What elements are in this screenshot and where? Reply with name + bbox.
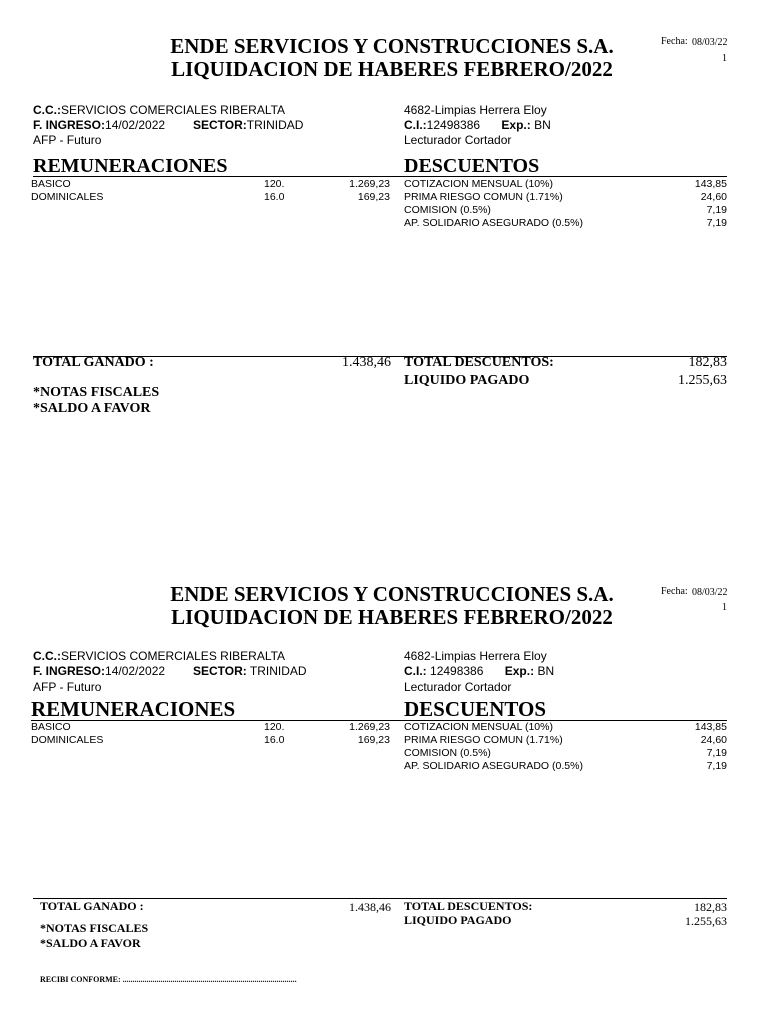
date-value: 08/03/22	[692, 37, 728, 48]
saldo-a-favor: *SALDO A FAVOR	[40, 936, 141, 950]
deduction-amount: 7,19	[706, 204, 727, 216]
liquido-pagado-label: LIQUIDO PAGADO	[404, 913, 512, 927]
date-label: Fecha:	[661, 36, 688, 47]
liquido-pagado-label: LIQUIDO PAGADO	[404, 373, 530, 388]
employee-ci: C.I.: 12498386 Exp.: BN	[404, 664, 555, 678]
deduction-concept: PRIMA RIESGO COMUN (1.71%)	[404, 734, 563, 746]
descuentos-header: DESCUENTOS	[404, 155, 540, 177]
document-title: LIQUIDACION DE HABERES FEBRERO/2022	[171, 605, 613, 629]
total-ganado-label: TOTAL GANADO :	[33, 355, 154, 370]
saldo-a-favor: *SALDO A FAVOR	[33, 401, 151, 416]
earning-amount: 169,23	[357, 734, 390, 746]
total-descuentos-label: TOTAL DESCUENTOS:	[404, 355, 554, 370]
deduction-concept: COTIZACION MENSUAL (10%)	[404, 178, 553, 190]
recibi-conforme: RECIBI CONFORME: .......................................................................................	[40, 975, 297, 984]
deduction-amount: 24,60	[700, 734, 727, 746]
page-number: 1	[722, 53, 727, 64]
employee-ci: C.I.:12498386 Exp.: BN	[404, 118, 551, 132]
total-ganado-label: TOTAL GANADO :	[40, 899, 144, 913]
deduction-amount: 143,85	[694, 178, 727, 190]
deduction-amount: 7,19	[706, 217, 727, 229]
total-descuentos-label: TOTAL DESCUENTOS:	[404, 899, 533, 913]
sector: SECTOR: TRINIDAD	[193, 664, 307, 678]
company-name: ENDE SERVICIOS Y CONSTRUCCIONES S.A.	[170, 582, 614, 606]
descuentos-header: DESCUENTOS	[404, 697, 546, 721]
cost-center: C.C.:SERVICIOS COMERCIALES RIBERALTA	[33, 103, 286, 117]
deduction-concept: PRIMA RIESGO COMUN (1.71%)	[404, 191, 563, 203]
employee-name: 4682-Limpias Herrera Eloy	[404, 103, 547, 117]
liquido-pagado-value: 1.255,63	[678, 373, 727, 388]
notas-fiscales: *NOTAS FISCALES	[33, 385, 160, 400]
date-value: 08/03/22	[692, 587, 728, 598]
earning-concept: DOMINICALES	[31, 734, 104, 746]
earning-concept: DOMINICALES	[31, 191, 104, 203]
date-label: Fecha:	[661, 586, 688, 597]
cost-center: C.C.:SERVICIOS COMERCIALES RIBERALTA	[33, 649, 286, 663]
earning-qty: 120.	[264, 178, 285, 190]
deduction-concept: COTIZACION MENSUAL (10%)	[404, 721, 553, 733]
document-title: LIQUIDACION DE HABERES FEBRERO/2022	[171, 57, 613, 81]
deduction-concept: COMISION (0.5%)	[404, 747, 491, 759]
notas-fiscales: *NOTAS FISCALES	[40, 921, 149, 935]
afp: AFP - Futuro	[33, 133, 102, 147]
earning-qty: 16.0	[264, 191, 285, 203]
ingreso-date: F. INGRESO:14/02/2022	[33, 664, 166, 678]
earning-amount: 169,23	[357, 191, 390, 203]
earning-qty: 120.	[264, 721, 285, 733]
total-descuentos-value: 182,83	[688, 355, 727, 370]
deduction-amount: 24,60	[700, 191, 727, 203]
employee-position: Lecturador Cortador	[404, 680, 512, 694]
deduction-amount: 143,85	[694, 721, 727, 733]
earning-amount: 1.269,23	[349, 721, 390, 733]
total-ganado-value: 1.438,46	[349, 900, 391, 914]
deduction-concept: COMISION (0.5%)	[404, 204, 491, 216]
earning-amount: 1.269,23	[349, 178, 390, 190]
remuneraciones-header: REMUNERACIONES	[33, 155, 228, 177]
page-number: 1	[722, 602, 727, 613]
deduction-amount: 7,19	[706, 760, 727, 772]
liquido-pagado-value: 1.255,63	[685, 914, 727, 928]
deduction-concept: AP. SOLIDARIO ASEGURADO (0.5%)	[404, 760, 583, 772]
employee-name: 4682-Limpias Herrera Eloy	[404, 649, 547, 663]
company-name: ENDE SERVICIOS Y CONSTRUCCIONES S.A.	[170, 34, 614, 58]
earning-concept: BASICO	[31, 178, 71, 190]
ingreso-date: F. INGRESO:14/02/2022	[33, 118, 166, 132]
afp: AFP - Futuro	[33, 680, 102, 694]
employee-position: Lecturador Cortador	[404, 133, 512, 147]
remuneraciones-header: REMUNERACIONES	[31, 697, 236, 721]
deduction-concept: AP. SOLIDARIO ASEGURADO (0.5%)	[404, 217, 583, 229]
earning-qty: 16.0	[264, 734, 285, 746]
total-ganado-value: 1.438,46	[342, 355, 391, 370]
earning-concept: BASICO	[31, 721, 71, 733]
total-descuentos-value: 182,83	[694, 900, 727, 914]
sector: SECTOR:TRINIDAD	[193, 118, 304, 132]
deduction-amount: 7,19	[706, 747, 727, 759]
